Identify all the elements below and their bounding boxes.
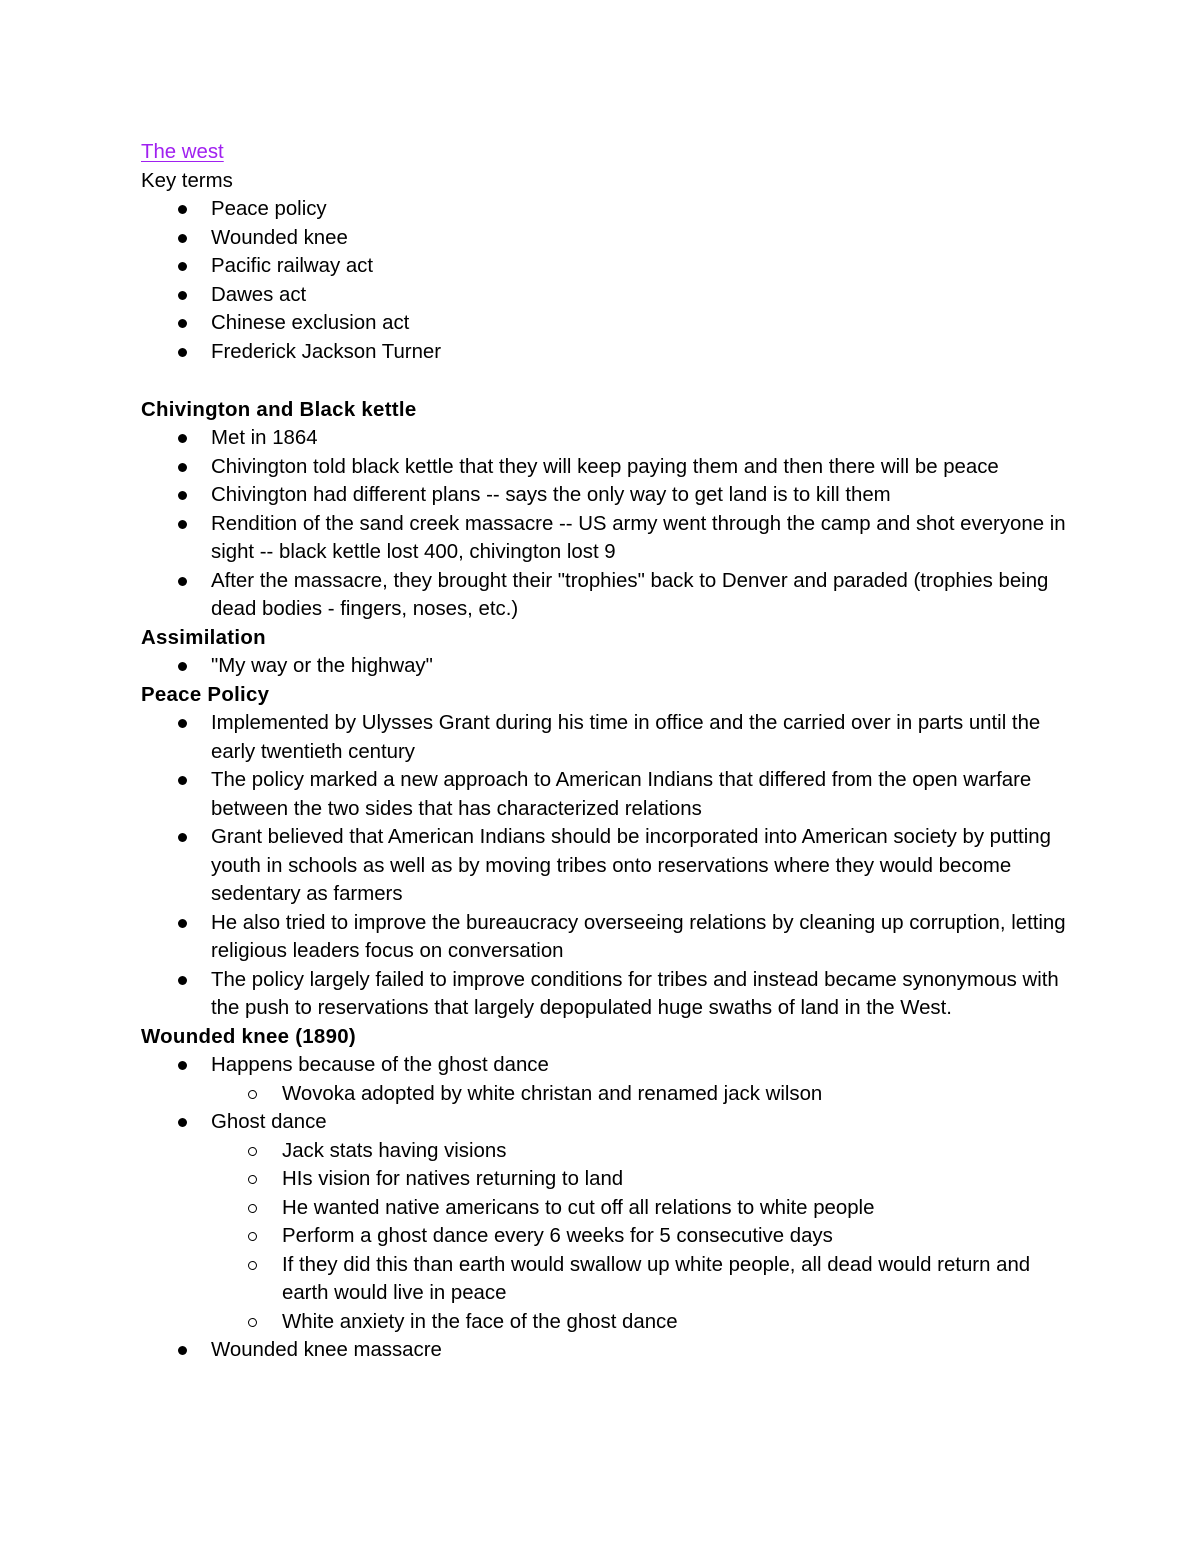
bullet-circle-icon xyxy=(248,1232,257,1241)
chivington-list xyxy=(141,424,1071,624)
bullet-dot-icon xyxy=(178,976,187,985)
list-item: The policy marked a new approach to American Indians that differed from the open warfare between the two sides that has characterized relations xyxy=(141,766,1071,823)
list-item: Ghost dance xyxy=(141,1108,1071,1137)
bullet-dot-icon xyxy=(178,319,187,328)
heading-wounded-knee: Wounded knee (1890) xyxy=(141,1025,356,1048)
bullet-circle-icon xyxy=(248,1318,257,1327)
bullet-dot-icon xyxy=(178,491,187,500)
blank-line xyxy=(141,366,1071,396)
wounded-knee-list xyxy=(141,1051,1071,1365)
heading-chivington: Chivington and Black kettle xyxy=(141,398,417,421)
heading-assimilation: Assimilation xyxy=(141,626,266,649)
sub-list-item: Perform a ghost dance every 6 weeks for 5 consecutive days xyxy=(141,1222,1071,1251)
list-item: Pacific railway act xyxy=(141,252,1071,281)
list-item: Grant believed that American Indians should be incorporated into American society by putting youth in schools as well as by moving tribes onto reservations where they would become sedentary as farmers xyxy=(141,823,1071,909)
bullet-dot-icon xyxy=(178,1346,187,1355)
list-item: Happens because of the ghost dance xyxy=(141,1051,1071,1080)
bullet-circle-icon xyxy=(248,1147,257,1156)
bullet-dot-icon xyxy=(178,1061,187,1070)
title-line xyxy=(141,138,1071,167)
bullet-dot-icon xyxy=(178,719,187,728)
document-page xyxy=(141,138,1071,1365)
sub-list-item: He wanted native americans to cut off all relations to white people xyxy=(141,1194,1071,1223)
peace-policy-list xyxy=(141,709,1071,1023)
bullet-circle-icon xyxy=(248,1261,257,1270)
heading-peace-policy: Peace Policy xyxy=(141,683,270,706)
list-item: Chinese exclusion act xyxy=(141,309,1071,338)
list-item: Dawes act xyxy=(141,281,1071,310)
list-item: Wounded knee massacre xyxy=(141,1336,1071,1365)
sub-list-item: Wovoka adopted by white christan and renamed jack wilson xyxy=(141,1080,1071,1109)
bullet-dot-icon xyxy=(178,919,187,928)
bullet-dot-icon xyxy=(178,577,187,586)
bullet-dot-icon xyxy=(178,205,187,214)
bullet-dot-icon xyxy=(178,348,187,357)
list-item: Chivington told black kettle that they will keep paying them and then there will be peace xyxy=(141,453,1071,482)
sub-list-item: White anxiety in the face of the ghost dance xyxy=(141,1308,1071,1337)
sub-list-item: Jack stats having visions xyxy=(141,1137,1071,1166)
bullet-dot-icon xyxy=(178,776,187,785)
list-item: The policy largely failed to improve conditions for tribes and instead became synonymous with the push to reservations that largely depopulated huge swaths of land in the West. xyxy=(141,966,1071,1023)
bullet-dot-icon xyxy=(178,833,187,842)
list-item: "My way or the highway" xyxy=(141,652,1071,681)
bullet-dot-icon xyxy=(178,463,187,472)
list-item: Chivington had different plans -- says the only way to get land is to kill them xyxy=(141,481,1071,510)
key-terms-label: Key terms xyxy=(141,169,233,192)
list-item: Met in 1864 xyxy=(141,424,1071,453)
list-item: Rendition of the sand creek massacre -- US army went through the camp and shot everyone in sight -- black kettle lost 400, chivington lost 9 xyxy=(141,510,1071,567)
list-item: Implemented by Ulysses Grant during his time in office and the carried over in parts until the early twentieth century xyxy=(141,709,1071,766)
bullet-circle-icon xyxy=(248,1090,257,1099)
document-title-link[interactable]: The west xyxy=(141,141,224,163)
bullet-dot-icon xyxy=(178,662,187,671)
bullet-circle-icon xyxy=(248,1204,257,1213)
list-item: After the massacre, they brought their "trophies" back to Denver and paraded (trophies being dead bodies - fingers, noses, etc.) xyxy=(141,567,1071,624)
assimilation-list xyxy=(141,652,1071,681)
bullet-dot-icon xyxy=(178,291,187,300)
bullet-dot-icon xyxy=(178,234,187,243)
sub-list-item: HIs vision for natives returning to land xyxy=(141,1165,1071,1194)
bullet-dot-icon xyxy=(178,434,187,443)
list-item: Frederick Jackson Turner xyxy=(141,338,1071,367)
bullet-circle-icon xyxy=(248,1175,257,1184)
list-item: Wounded knee xyxy=(141,224,1071,253)
key-terms-list xyxy=(141,195,1071,366)
list-item: He also tried to improve the bureaucracy overseeing relations by cleaning up corruption, letting religious leaders focus on conversation xyxy=(141,909,1071,966)
sub-list-item: If they did this than earth would swallow up white people, all dead would return and earth would live in peace xyxy=(141,1251,1071,1308)
bullet-dot-icon xyxy=(178,262,187,271)
bullet-dot-icon xyxy=(178,1118,187,1127)
bullet-dot-icon xyxy=(178,520,187,529)
list-item: Peace policy xyxy=(141,195,1071,224)
